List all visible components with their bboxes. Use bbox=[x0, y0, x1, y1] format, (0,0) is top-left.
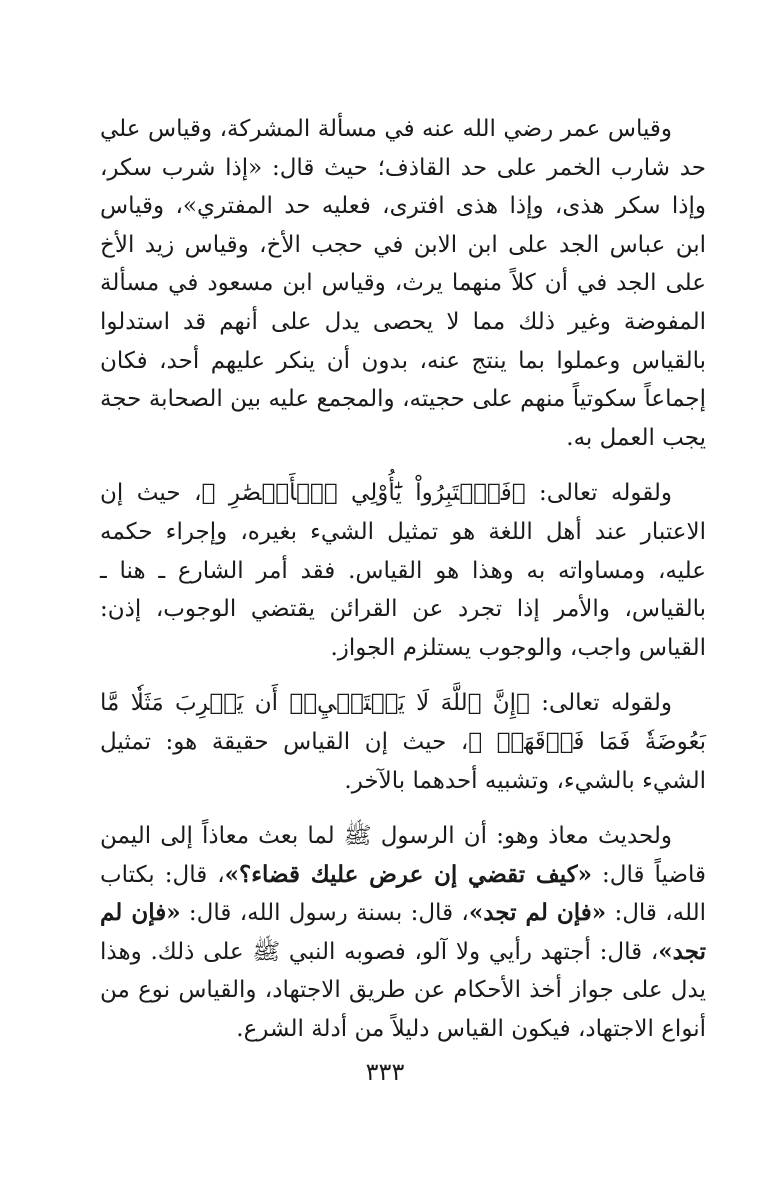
paragraph-1-text: وقياس عمر رضي الله عنه في مسألة المشركة، وقياس علي حد شارب الخمر على حد القاذف؛ حيث قال: «إذا شرب سكر، وإذا سكر هذى، وإذا هذى افترى، فعليه حد المفتري»، وقياس ابن عباس الجد على ابن الابن في حجب الأخ، وقياس زيد الأخ على الجد في أن كلاً منهما يرث، وقياس ابن مسعود في مسألة المفوضة وغير ذلك مما لا يحصى يدل على أنهم قد استدلوا بالقياس وعملوا بما ينتج عنه، بدون أن ينكر عليهم أحد، فكان إجماعاً سكوتياً منهم على حجيته، والمجمع عليه بين الصحابة حجة يجب العمل به. bbox=[100, 116, 706, 451]
paragraph-3-intro: ولقوله تعالى: bbox=[529, 690, 672, 717]
paragraph-2-text: ، حيث إن الاعتبار عند أهل اللغة هو تمثيل الشيء بغيره، وإجراء حكمه عليه، ومساواته به وهذا هو القياس. فقد أمر الشارع ـ هنا ـ بالقياس، والأمر إذا تجرد عن القرائن يقتضي الوجوب، إذن: القياس واجب، والوجوب يستلزم الجواز. bbox=[100, 480, 706, 661]
paragraph-2 bbox=[100, 474, 706, 667]
paragraph-4-text-3: ، قال: بسنة رسول الله، قال: bbox=[180, 900, 469, 927]
paragraph-4-text-4: ، قال: أجتهد رأيي ولا آلو، فصوبه النبي ﷺ على ذلك. وهذا يدل على جواز أخذ الأحكام عن طريق الاجتهاد، والقياس نوع من أنواع الاجتهاد، فيكون القياس دليلاً من أدلة الشرع. bbox=[100, 938, 706, 1043]
paragraph-4-text-1: ولحديث معاذ وهو: أن الرسول ﷺ لما بعث معاذاً إلى اليمن قاضياً قال: bbox=[100, 823, 706, 888]
hadith-quote-1: «كيف تقضي إن عرض عليك قضاء؟» bbox=[224, 860, 592, 888]
page-body bbox=[100, 110, 706, 1049]
quran-verse-2: ﴿إِنَّ ٱللَّهَ لَا يَسۡتَحۡيِۦٓ أَن يَضۡرِبَ مَثَلٗا مَّا بَعُوضَةٗ فَمَا فَوۡقَهَاۚ ﴾ bbox=[100, 690, 707, 755]
page-number: ٣٣٣ bbox=[365, 1058, 405, 1086]
paragraph-4-text-2: ، قال: بكتاب الله، قال: bbox=[100, 861, 706, 927]
quran-verse-1: ﴿فَٱعۡتَبِرُواْ يَٰٓأُوْلِي ٱلۡأَبۡصَٰرِ ﴾ bbox=[201, 480, 526, 507]
hadith-quote-2: «فإن لم تجد» bbox=[468, 899, 607, 927]
paragraph-4 bbox=[100, 817, 706, 1049]
hadith-quote-3: «فإن لم تجد» bbox=[100, 899, 706, 965]
paragraph-2-intro: ولقوله تعالى: bbox=[525, 480, 672, 507]
paragraph-3-text: ، حيث إن القياس حقيقة هو: تمثيل الشيء بالشيء، وتشبيه أحدهما بالآخر. bbox=[100, 728, 706, 794]
paragraph-3 bbox=[100, 684, 706, 800]
paragraph-1 bbox=[100, 110, 706, 457]
